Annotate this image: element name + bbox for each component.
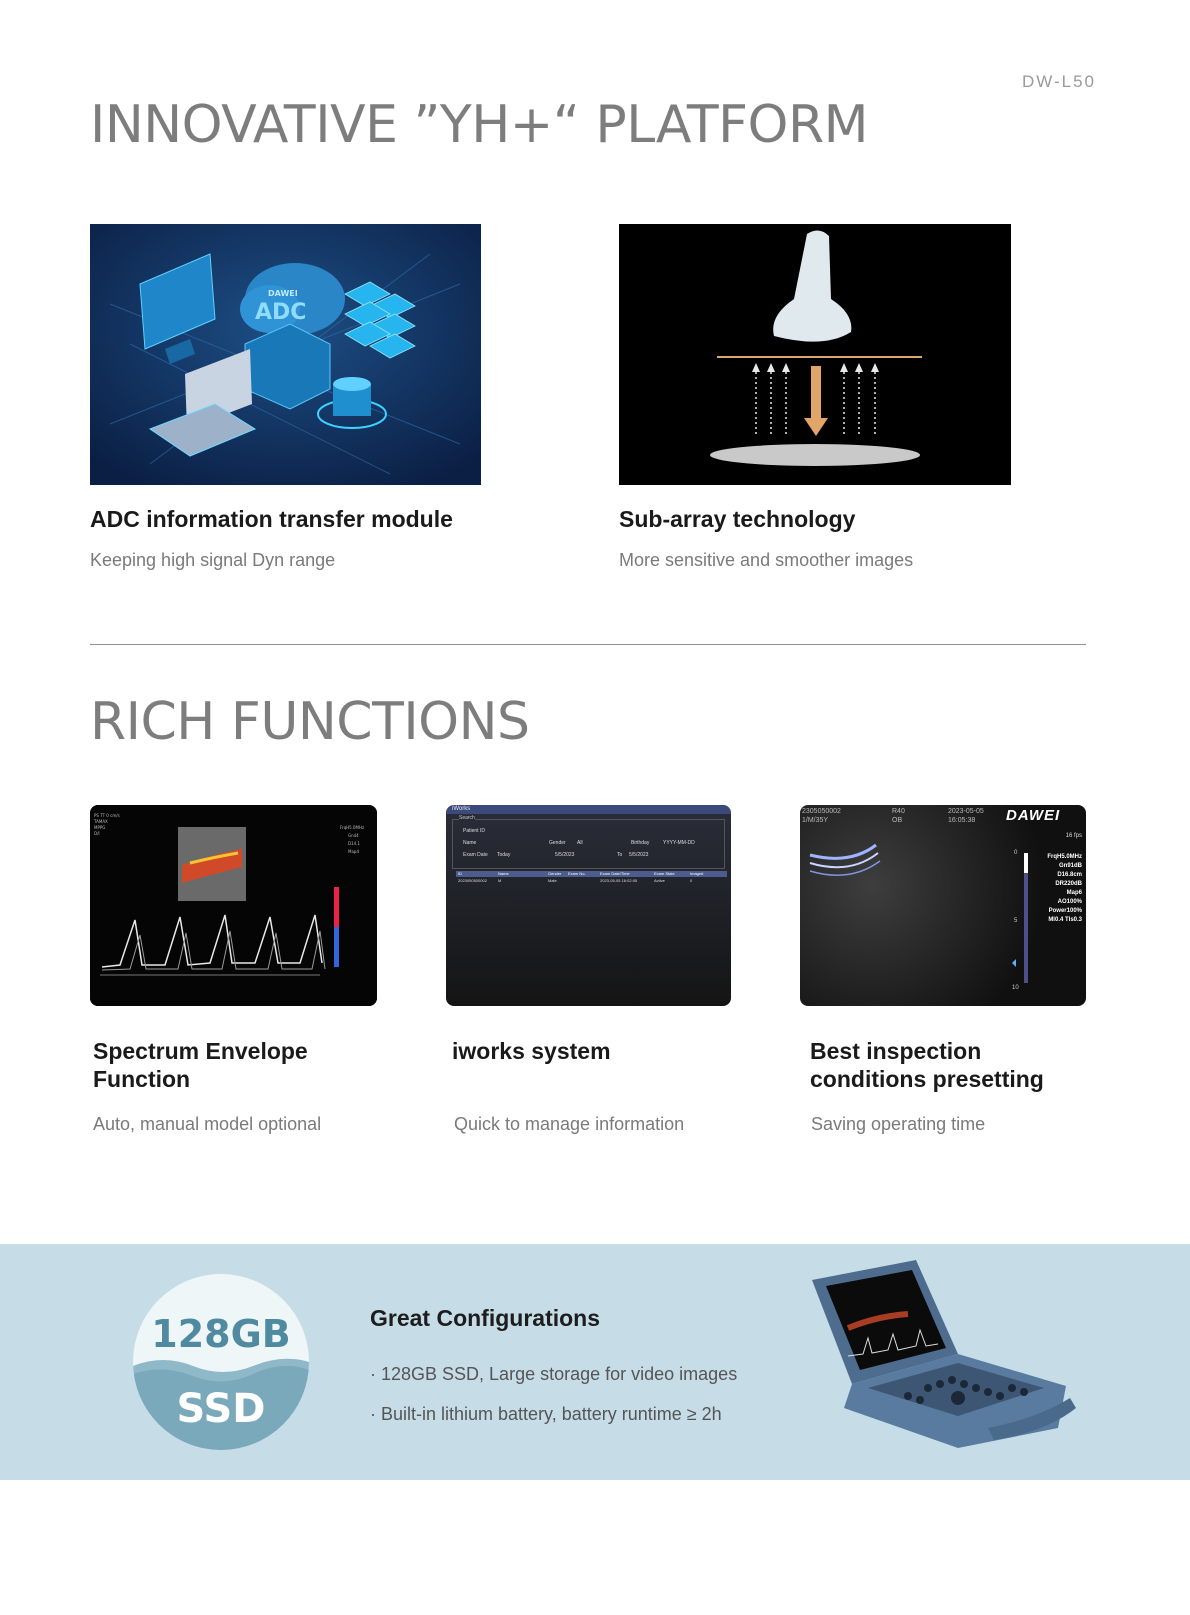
- screen-date: 2023-05-05: [948, 808, 984, 815]
- iworks-table-row: 2023050500002 M Male 2023-05-05 16:02:05 Active 0: [458, 878, 693, 883]
- svg-text:D14.1: D14.1: [348, 841, 360, 846]
- ssd-badge: [133, 1274, 309, 1450]
- sub-array-image: [619, 224, 1011, 485]
- exam-date-value: Today: [497, 852, 511, 858]
- svg-text:Map4: Map4: [348, 849, 359, 854]
- probe-preset: R40: [892, 808, 905, 815]
- search-section-label: Search: [459, 815, 475, 821]
- laptop-ultrasound-image: [808, 1258, 1088, 1458]
- gender-label: Gender: [549, 840, 566, 846]
- config-item-storage: · 128GB SSD, Large storage for video images: [370, 1364, 738, 1384]
- card-subtitle-spectrum: Auto, manual model optional: [93, 1114, 322, 1134]
- depth-mark-5: 5: [1014, 918, 1018, 924]
- birthday-value: YYYY-MM-DD: [663, 840, 695, 846]
- adc-module-image: [90, 224, 481, 485]
- preset-screen-image: [800, 805, 1086, 1006]
- exam-preset: OB: [892, 817, 903, 824]
- patient-id-label: Patient ID: [463, 828, 485, 834]
- card-title-presets: Best inspection conditions presetting: [810, 1038, 1044, 1092]
- adc-cloud-label: ADC: [255, 300, 307, 325]
- dawei-screen-logo: DAWEI: [1006, 807, 1061, 824]
- config-item-battery: · Built-in lithium battery, battery runtime ≥ 2h: [370, 1404, 722, 1424]
- image-parameters: FrqH5.0MHz Gn91dB D16.8cm DR220dB Map6 AO100% Power100% MI0.4 TIs0.3: [1047, 854, 1082, 923]
- dawei-cloud-label: DAWEI: [268, 289, 298, 298]
- patient-info: 1/M/35Y: [802, 817, 829, 824]
- model-number: DW-L50: [1021, 72, 1096, 91]
- ssd-label: SSD: [176, 1386, 266, 1432]
- exam-id: 2305050002: [802, 808, 841, 815]
- iworks-window-title: iWorks: [452, 806, 471, 812]
- card-title-spectrum: Spectrum Envelope Function: [93, 1038, 308, 1092]
- card-title-sub-array: Sub-array technology: [619, 506, 856, 532]
- depth-mark-0: 0: [1014, 850, 1018, 856]
- spectrum-screen-image: [90, 805, 377, 1006]
- card-subtitle-iworks: Quick to manage information: [454, 1114, 685, 1134]
- svg-text:FrqH5.0MHz: FrqH5.0MHz: [340, 825, 365, 830]
- section-divider: [90, 644, 1086, 645]
- card-subtitle-adc: Keeping high signal Dyn range: [90, 550, 336, 570]
- svg-text:Gn44: Gn44: [348, 833, 359, 838]
- iworks-screen-image: [446, 805, 731, 1006]
- svg-text:TAMAX: TAMAX: [94, 819, 108, 824]
- functions-heading: RICH FUNCTIONS: [90, 692, 530, 752]
- card-subtitle-sub-array: More sensitive and smoother images: [619, 550, 914, 570]
- svg-text:MPPG: MPPG: [94, 825, 106, 830]
- exam-date-from: 5/5/2023: [555, 852, 575, 858]
- ssd-capacity: 128GB: [151, 1312, 291, 1356]
- frame-rate: 16 fps: [1065, 833, 1082, 839]
- iworks-search-panel: [452, 815, 725, 869]
- configurations-title: Great Configurations: [370, 1305, 601, 1331]
- iworks-table-header: ID Name Gender Exam No. Exam Date/Time Exam State Image#: [456, 871, 727, 877]
- svg-text:PS TT 0 cm/s: PS TT 0 cm/s: [94, 813, 120, 818]
- birthday-label: Birthday: [631, 840, 650, 846]
- card-subtitle-presets: Saving operating time: [811, 1114, 986, 1134]
- card-title-adc: ADC information transfer module: [90, 506, 453, 532]
- gender-value: All: [577, 840, 583, 846]
- svg-text:D/I: D/I: [94, 831, 100, 836]
- to-label: To: [617, 852, 623, 858]
- screen-time: 16:05:38: [948, 817, 976, 824]
- card-title-iworks: iworks system: [452, 1038, 611, 1064]
- name-label: Name: [463, 840, 477, 846]
- platform-heading: INNOVATIVE ”YH+“ PLATFORM: [90, 95, 868, 155]
- exam-date-to: 5/5/2023: [629, 852, 649, 858]
- depth-mark-10: 10: [1012, 985, 1019, 991]
- exam-date-label: Exam Date: [463, 852, 488, 858]
